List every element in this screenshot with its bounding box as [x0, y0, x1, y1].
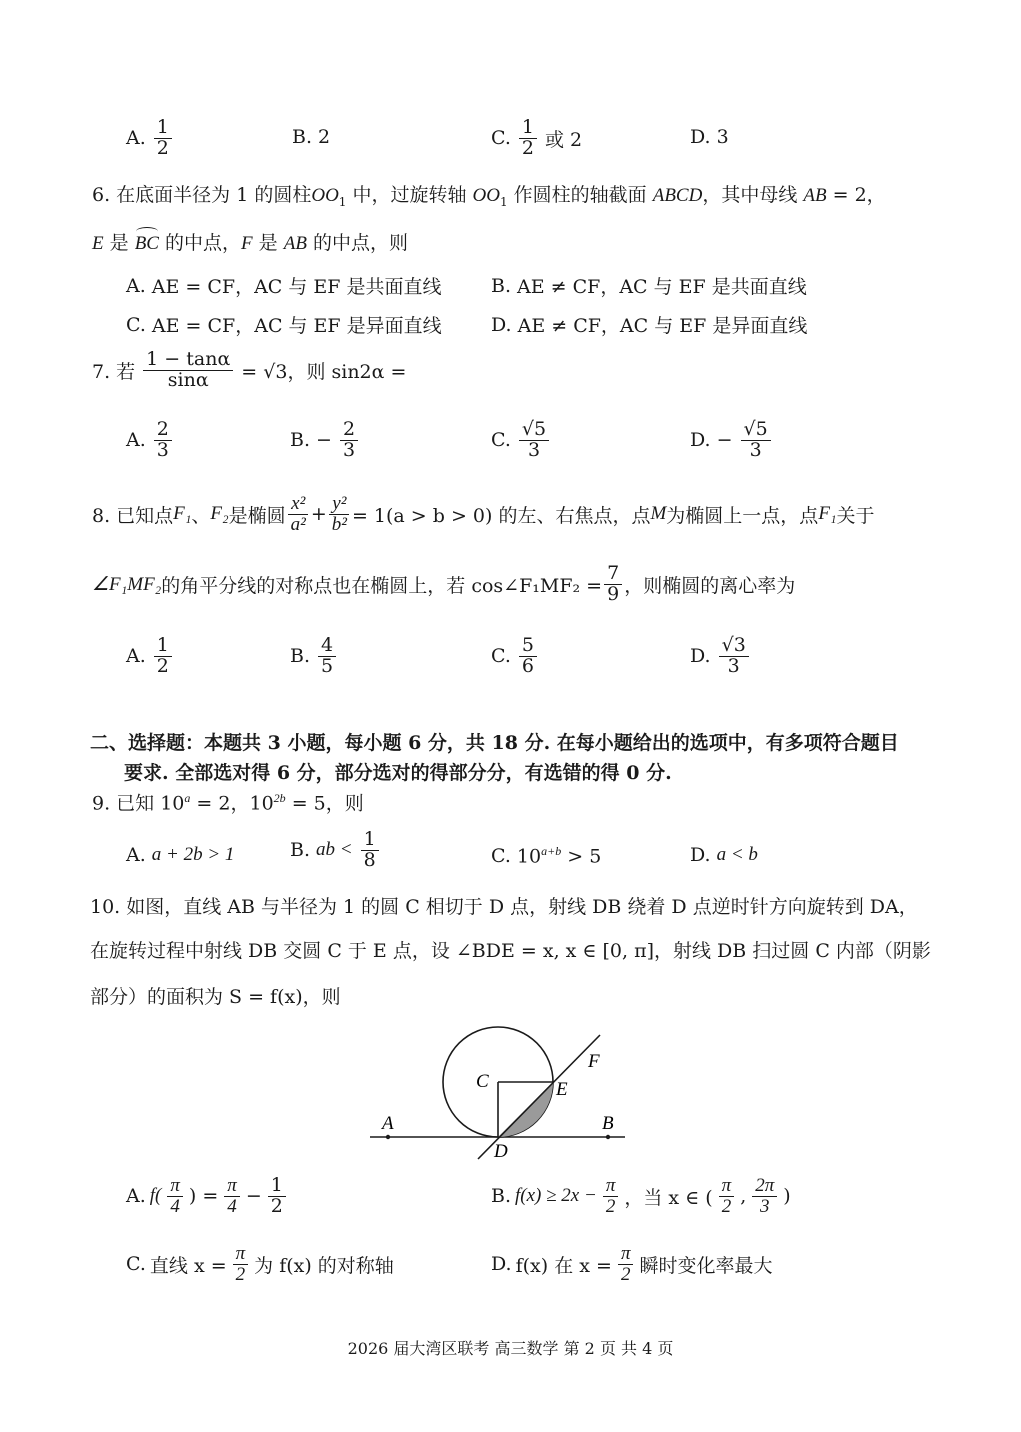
q6-stem-line1: 6. 在底面半径为 1 的圆柱$OO_1$ 中，过旋转轴 $OO_1$ 作圆柱的轴截面 ABCD，其中母线 AB = 2，	[92, 184, 886, 209]
q8-stem-line2: ∠F₁MF₂ 的角平分线的对称点也在椭圆上，若 cos∠F₁MF₂ = $\frac{7}{9}$ ，则椭圆的离心率为	[92, 562, 796, 605]
q8-stem-line1: 8. 已知点 F₁ 、 F₂ 是椭圆 $\frac{\text{x²}}{\text{a²}}$ + $\frac{\text{y²}}{\text{b²}}$ = 1(a > b > 0) 的左、右焦点，点 M 为椭圆上一点，点 F₁ 关于	[92, 493, 875, 535]
q6-option-c: C. AE = CF，AC 与 EF 是异面直线	[126, 313, 442, 337]
point-b	[606, 1135, 610, 1139]
q9-option-d: D. a < b	[690, 844, 758, 866]
q8-option-c: C. $\frac{5}{6}$	[491, 636, 539, 677]
q7-option-b: B. − $\frac{2}{3}$	[290, 420, 360, 461]
label-e: E	[556, 1079, 568, 1100]
label-c: C	[476, 1071, 489, 1092]
label-d: D	[494, 1141, 508, 1162]
q10-stem-line1: 10. 如图，直线 AB 与半径为 1 的圆 C 相切于 D 点，射线 DB 绕着 D 点逆时针方向旋转到 DA，	[90, 896, 918, 918]
q8-option-b: B. $\frac{4}{5}$	[290, 636, 338, 677]
label-a: A	[382, 1113, 394, 1134]
q6-stem-line2: E 是 BC 的中点，F 是 AB 的中点，则	[92, 232, 408, 254]
q10-stem-line3: 部分）的面积为 S = f(x)，则	[90, 986, 341, 1008]
q5-option-b: B. 2	[292, 126, 331, 148]
fraction: $\frac{1}{2}$	[519, 118, 537, 159]
q10-figure	[360, 1025, 640, 1175]
q9-option-b: B. ab < $\frac{1}{8}$	[290, 830, 381, 871]
label-b: B	[602, 1113, 614, 1134]
fraction: $\frac{1 - \tan\alpha}{\sin\alpha}$	[143, 350, 233, 391]
q7-option-a: A. $\frac{2}{3}$	[126, 420, 174, 461]
q10-option-d: D. f(x) 在 x = $\frac{\pi}{2}$ 瞬时变化率最大	[491, 1243, 773, 1285]
q9-stem: 9. 已知 $10^a = 2$，$10^{2b} = 5$，则	[92, 791, 364, 815]
arc-bc: BC	[134, 233, 159, 254]
q8-option-d: D. $\frac{√3}{3}$	[690, 636, 751, 677]
q10-option-b: B. f(x) ≥ 2x − $\frac{\pi}{2}$ ，当 x ∈ ( $\frac{\pi}{2}$ , $\frac{2\pi}{3}$ )	[491, 1175, 791, 1217]
q6-option-d: D. AE ≠ CF，AC 与 EF 是异面直线	[491, 313, 808, 337]
q6-option-b: B. AE ≠ CF，AC 与 EF 是共面直线	[491, 274, 807, 298]
fraction: $\frac{1}{2}$	[154, 118, 172, 159]
q5-option-d: D. 3	[690, 126, 729, 148]
page-footer: 2026 届大湾区联考 高三数学 第 2 页 共 4 页	[347, 1339, 674, 1358]
q7-option-c: C. $\frac{√5}{3}$	[491, 420, 551, 461]
q7-stem: 7. 若 $\frac{1 - \tan\alpha}{\sin\alpha}$ = √3，则 sin2α =	[92, 348, 407, 391]
q5-option-a: A. $\frac{1}{2}$	[126, 118, 174, 159]
q7-option-d: D. − $\frac{√5}{3}$	[690, 420, 773, 461]
q5-option-c: C. $\frac{1}{2}$ 或 2	[491, 116, 583, 159]
q6-option-a: A. AE = CF，AC 与 EF 是共面直线	[126, 274, 442, 298]
section2-heading-line2: 要求. 全部选对得 6 分，部分选对的得部分分，有选错的得 0 分.	[124, 762, 672, 784]
q9-option-c: C. $10^{a+b} > 5$	[491, 844, 602, 868]
q10-stem-line2: 在旋转过程中射线 DB 交圆 C 于 E 点，设 ∠BDE = x, x ∈ [0, π]，射线 DB 扫过圆 C 内部（阴影	[90, 940, 931, 962]
q8-option-a: A. $\frac{1}{2}$	[126, 636, 174, 677]
q10-option-c: C. 直线 x = $\frac{\pi}{2}$ 为 f(x) 的对称轴	[126, 1243, 394, 1285]
point-a	[386, 1135, 390, 1139]
q10-option-a: A. f( $\frac{\pi}{4}$ ) = $\frac{\pi}{4}$ − $\frac{1}{2}$	[126, 1176, 288, 1217]
q9-option-a: A. a + 2b > 1	[126, 844, 235, 866]
section2-heading-line1: 二、选择题：本题共 3 小题，每小题 6 分，共 18 分. 在每小题给出的选项中，有多项符合题目	[90, 732, 899, 754]
label-f: F	[588, 1051, 600, 1072]
